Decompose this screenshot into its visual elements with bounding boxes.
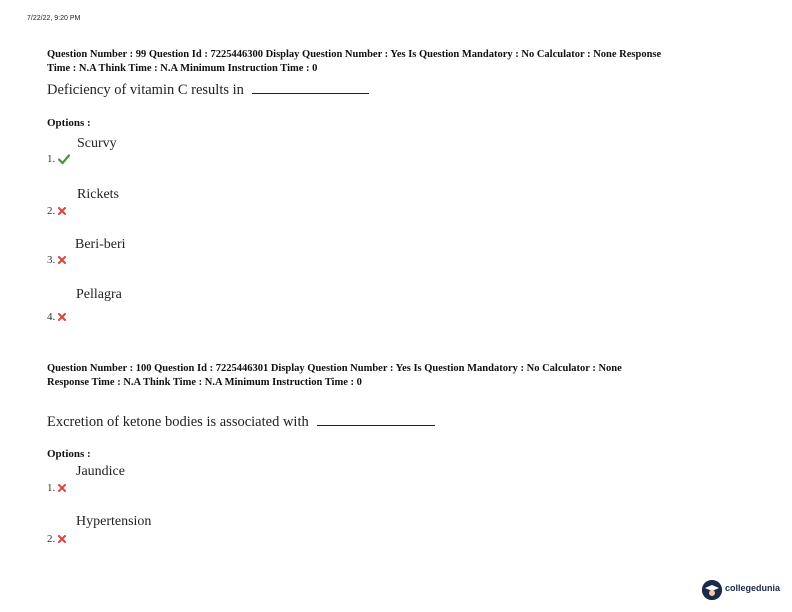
question-meta-line: Response Time : N.A Think Time : N.A Minimum Instruction Time : 0 (47, 377, 362, 388)
wrong-cross-icon (58, 256, 66, 264)
question-text: Deficiency of vitamin C results in (47, 82, 244, 98)
correct-check-icon (58, 154, 70, 164)
question-meta-line: Question Number : 100 Question Id : 7225446301 Display Question Number : Yes Is Question Mandatory : No Calculator : None (47, 363, 622, 374)
question-99-text (47, 82, 369, 99)
print-timestamp: 7/22/22, 9:20 PM (27, 15, 81, 22)
wrong-cross-icon (58, 313, 66, 321)
option-number-label: 4. (47, 311, 56, 323)
question-100-meta (47, 362, 762, 390)
options-label: Options : (47, 117, 91, 129)
option-number (47, 533, 66, 545)
option-number (47, 254, 66, 266)
logo-tagline (725, 593, 780, 597)
question-99-meta (47, 48, 762, 76)
question-text: Excretion of ketone bodies is associated with (47, 414, 309, 430)
option-text: Rickets (77, 187, 119, 202)
graduate-cap-icon (702, 580, 722, 600)
option-number-label: 1. (47, 482, 56, 494)
question-meta-line: Question Number : 99 Question Id : 7225446300 Display Question Number : Yes Is Question Mandatory : No Calculator : None Response (47, 49, 662, 60)
option-number-label: 2. (47, 533, 56, 545)
option-number-label: 3. (47, 254, 56, 266)
question-100-text (47, 414, 435, 431)
options-label: Options : (47, 448, 91, 460)
question-meta-line: Time : N.A Think Time : N.A Minimum Instruction Time : 0 (47, 63, 318, 74)
option-text: Pellagra (76, 287, 122, 302)
answer-blank (317, 425, 435, 426)
answer-blank (252, 93, 369, 94)
wrong-cross-icon (58, 535, 66, 543)
option-text: Hypertension (76, 514, 152, 529)
wrong-cross-icon (58, 484, 66, 492)
wrong-cross-icon (58, 207, 66, 215)
collegedunia-logo (702, 577, 784, 603)
option-number (47, 153, 70, 165)
option-number-label: 2. (47, 205, 56, 217)
logo-wordmark: collegedunia (725, 583, 781, 593)
option-text: Jaundice (76, 464, 125, 479)
option-number-label: 1. (47, 153, 56, 165)
option-number (47, 205, 66, 217)
option-number (47, 311, 66, 323)
option-text: Beri-beri (75, 237, 126, 252)
option-text: Scurvy (77, 136, 117, 151)
option-number (47, 482, 66, 494)
